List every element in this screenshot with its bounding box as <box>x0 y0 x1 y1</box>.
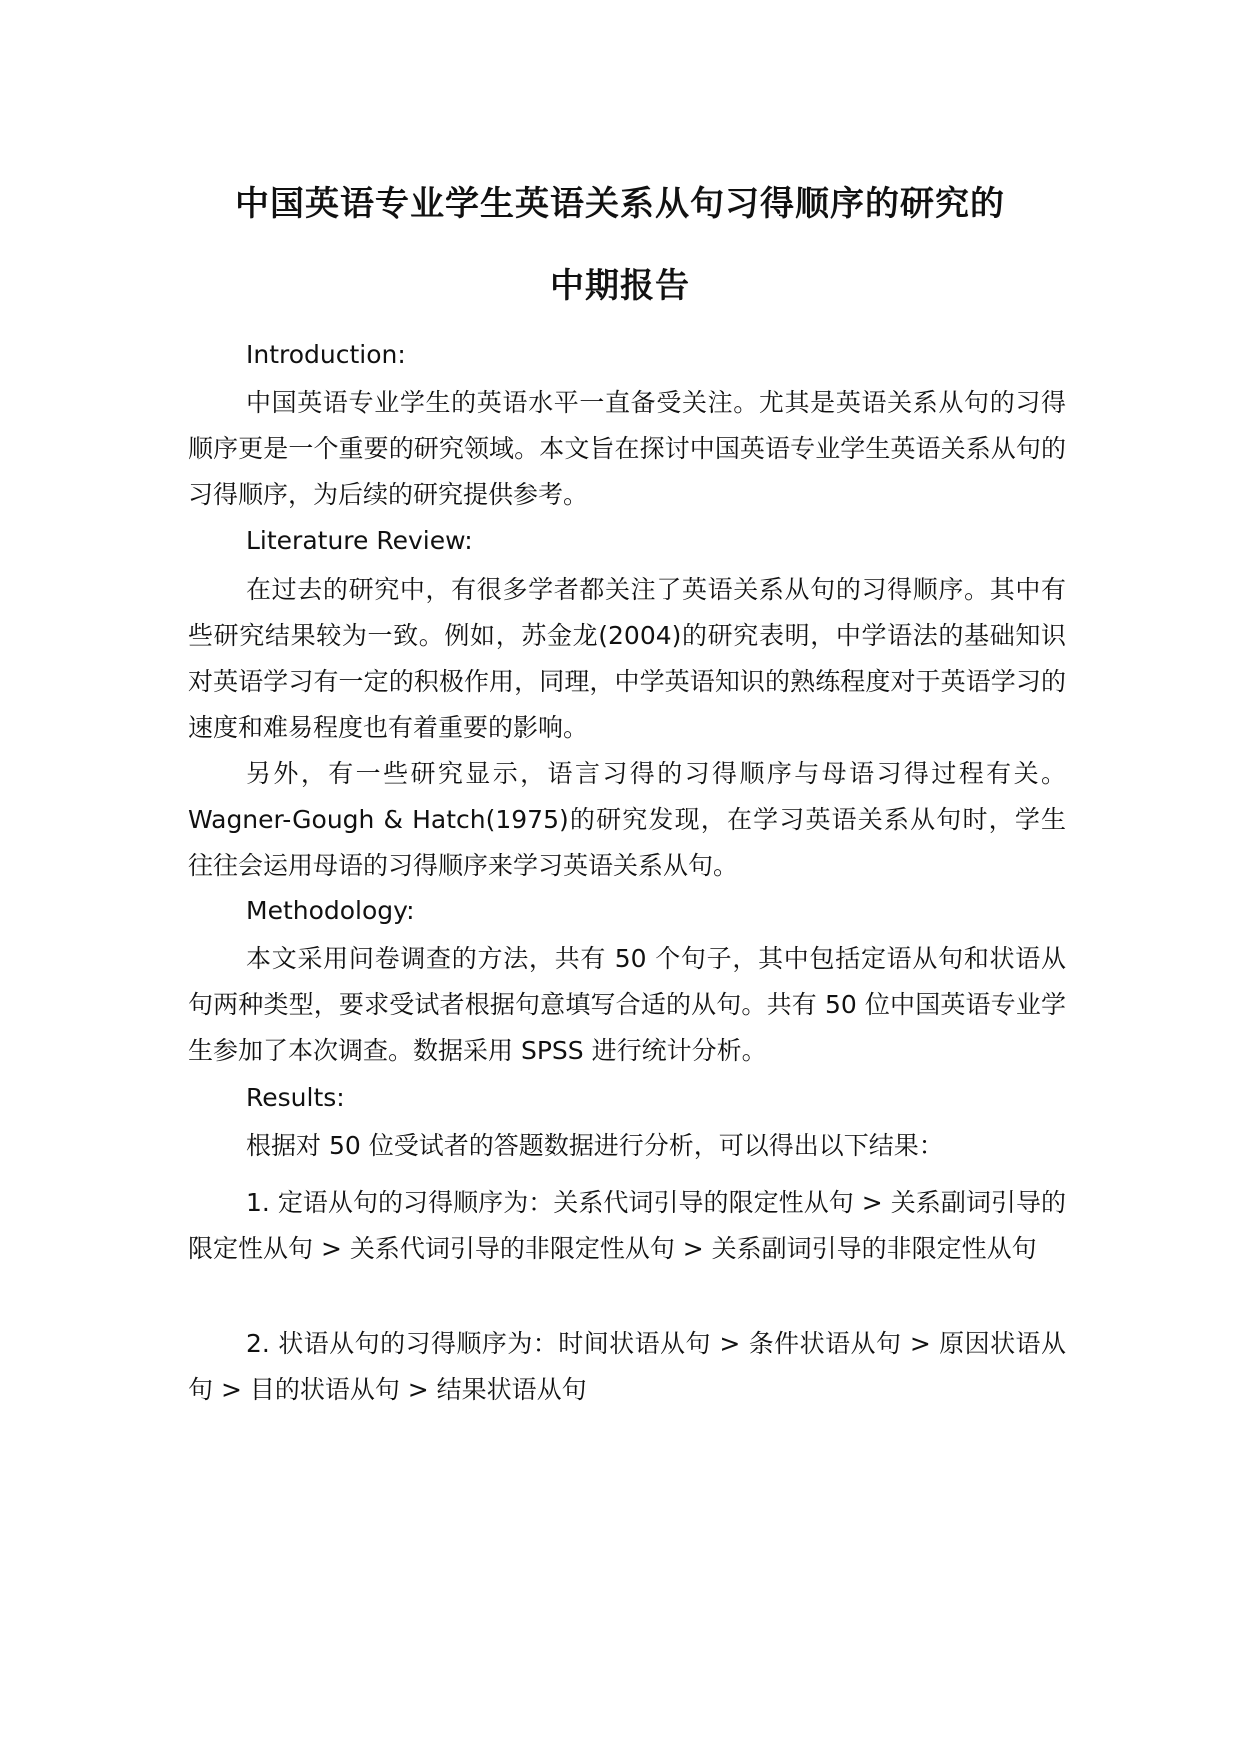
literature-paragraph1-block <box>188 567 1066 751</box>
methodology-heading: Methodology: <box>246 896 415 925</box>
methodology-section <box>188 888 1066 934</box>
results-heading: Results: <box>246 1083 345 1112</box>
methodology-paragraph: 本文采用问卷调查的方法，共有 50 个句子，其中包括定语从句和状语从句两种类型，要求受试者根据句意填写合适的从句。共有 50 位中国英语专业学生参加了本次调查。数据采用 SPSS 进行统计分析。 <box>188 944 1066 1065</box>
result-item-1: 1. 定语从句的习得顺序为：关系代词引导的限定性从句 > 关系副词引导的限定性从句 > 关系代词引导的非限定性从句 > 关系副词引导的非限定性从句 <box>188 1188 1066 1263</box>
literature-paragraph-2: 另外，有一些研究显示，语言习得的习得顺序与母语习得过程有关。Wagner-Gough & Hatch(1975)的研究发现，在学习英语关系从句时，学生往往会运用母语的习得顺序来学习英语关系从句。 <box>188 759 1066 880</box>
literature-paragraph2-block <box>188 751 1066 889</box>
result-item1-block <box>188 1180 1066 1272</box>
literature-section <box>188 518 1066 564</box>
introduction-heading: Introduction: <box>246 340 406 369</box>
results-section <box>188 1075 1066 1121</box>
literature-paragraph-1: 在过去的研究中，有很多学者都关注了英语关系从句的习得顺序。其中有些研究结果较为一致。例如，苏金龙(2004)的研究表明，中学语法的基础知识对英语学习有一定的积极作用，同理，中学英语知识的熟练程度对于英语学习的速度和难易程度也有着重要的影响。 <box>188 575 1066 742</box>
introduction-paragraph-block <box>188 380 1066 518</box>
results-intro-paragraph: 根据对 50 位受试者的答题数据进行分析，可以得出以下结果： <box>246 1131 944 1160</box>
document-title-line1: 中国英语专业学生英语关系从句习得顺序的研究的 <box>235 184 1005 224</box>
introduction-section <box>188 332 1066 378</box>
result-item-2: 2. 状语从句的习得顺序为：时间状语从句 > 条件状语从句 > 原因状语从句 > 目的状语从句 > 结果状语从句 <box>188 1329 1066 1404</box>
literature-review-heading: Literature Review: <box>246 526 473 555</box>
results-intro-block <box>188 1123 1066 1169</box>
document-title-line2: 中期报告 <box>550 266 690 306</box>
methodology-paragraph-block <box>188 936 1066 1074</box>
introduction-paragraph: 中国英语专业学生的英语水平一直备受关注。尤其是英语关系从句的习得顺序更是一个重要的研究领域。本文旨在探讨中国英语专业学生英语关系从句的习得顺序，为后续的研究提供参考。 <box>188 388 1066 509</box>
result-item2-block <box>188 1321 1066 1413</box>
